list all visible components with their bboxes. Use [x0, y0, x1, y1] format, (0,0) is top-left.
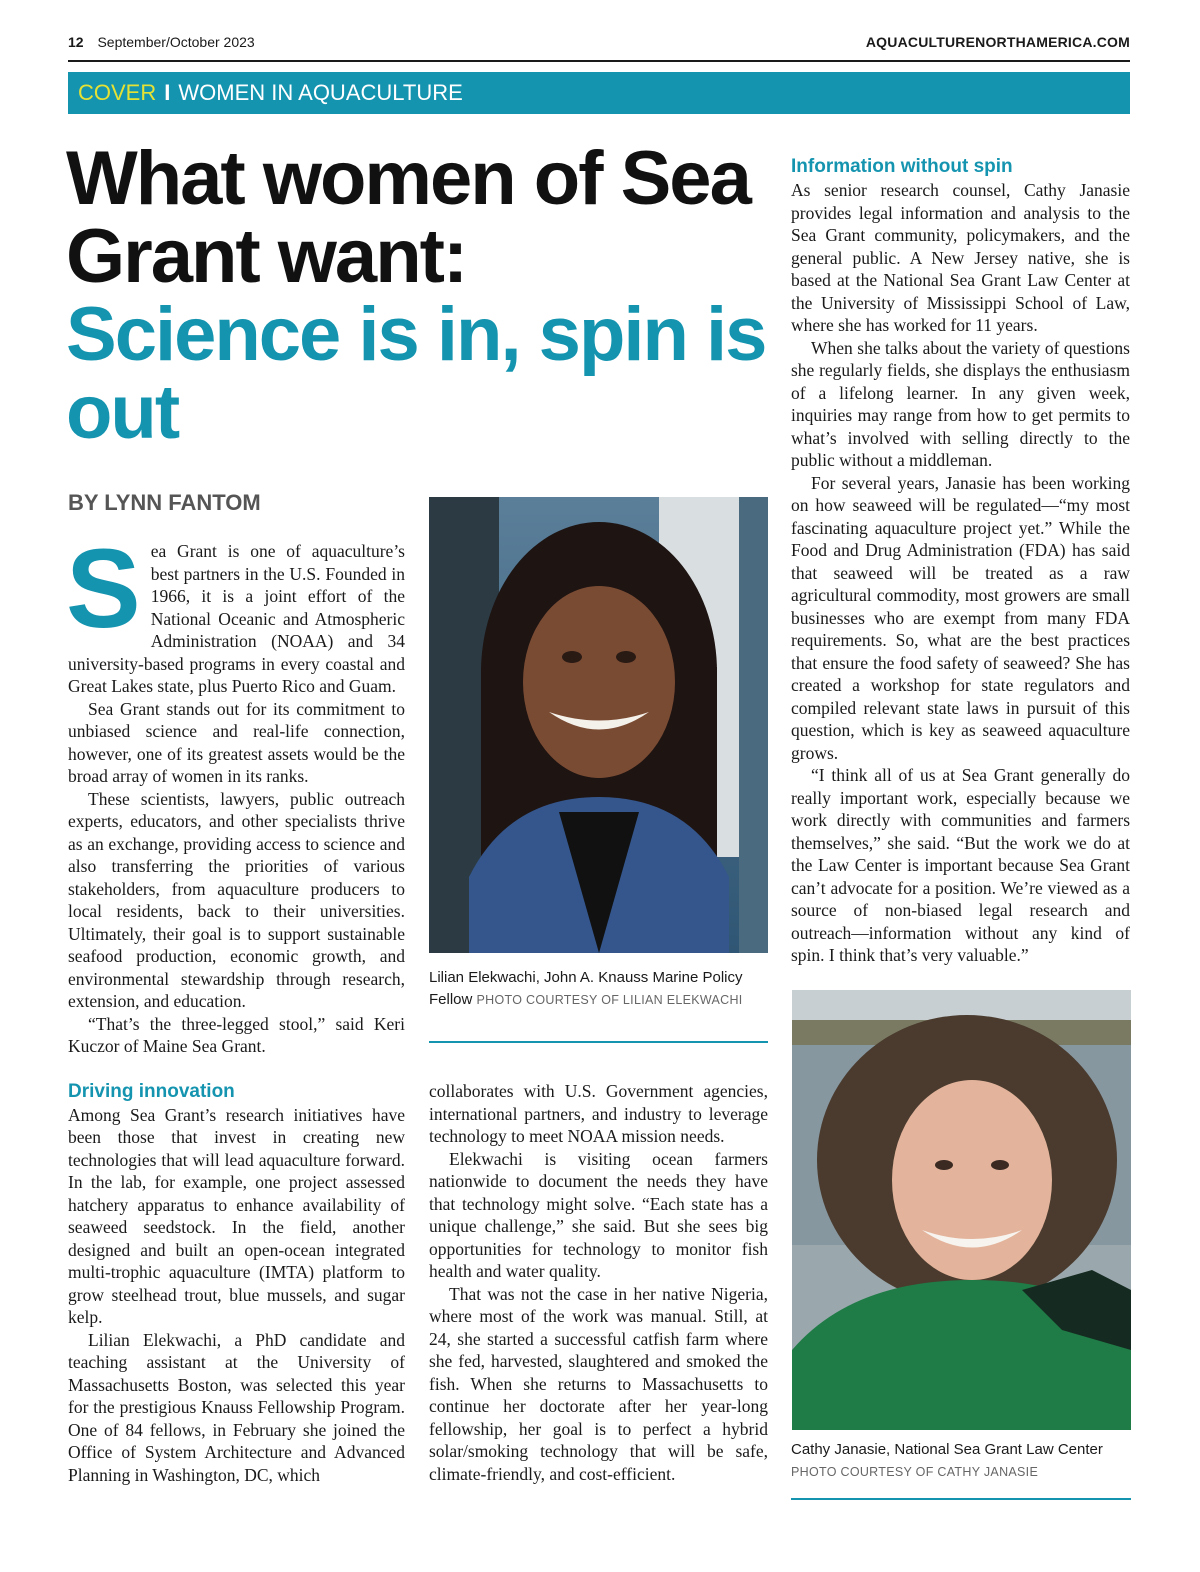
- subheading-driving-innovation: Driving innovation: [68, 1080, 235, 1102]
- article-column-3: [791, 155, 1130, 967]
- paragraph: collaborates with U.S. Government agencies, international partners, and industry to leverage technology to meet NOAA mission needs.: [429, 1081, 768, 1146]
- portrait-image: [429, 497, 768, 953]
- caption-text: Cathy Janasie, National Sea Grant Law Center: [791, 1441, 1103, 1458]
- paragraph: As senior research counsel, Cathy Janasie provides legal information and analysis to the Sea Grant community, policymakers, and the general public. A New Jersey native, she is based at the National Sea Grant Law Center at the University of Mississippi School of Law, where she has worked for 11 years.: [791, 180, 1130, 335]
- photo-lilian-elekwachi: [429, 497, 768, 953]
- portrait-image: [792, 990, 1131, 1430]
- article-column-1: [66, 526, 405, 1486]
- section-bar: [68, 72, 1130, 114]
- section-label: COVER: [78, 80, 157, 105]
- header-rule: [68, 60, 1130, 62]
- paragraph: For several years, Janasie has been working on how seaweed will be regulated—“my most fascinating aquaculture project yet.” While the Food and Drug Administration (FDA) has said that seaweed will be treated as a raw agricultural commodity, most growers are small businesses who are exempt from many FDA requirements. So, what are the best practices that ensure the food safety of seaweed? She has created a workshop for state regulators and compiled relevant state laws in pursuit of this question, which is key as seaweed aquaculture grows.: [791, 472, 1130, 763]
- article-column-2: [429, 1080, 768, 1485]
- paragraph: These scientists, lawyers, public outreach experts, educators, and other specialists thrive as an exchange, providing access to science and also transferring the priorities of various stakeholders, from aquaculture producers to local residents, back to their universities. Ultimately, their goal is to support sustainable seafood production, economic growth, and environmental stewardship through research, extension, and education.: [68, 788, 405, 1011]
- photo-caption-janasie: [791, 1439, 1130, 1483]
- paragraph-text: ea Grant is one of aquaculture’s best partners in the U.S. Founded in 1966, it is a joint effort of the National Oceanic and Atmospheric Administration (NOAA) and 34 university-based programs in every coastal and Great Lakes state, plus Puerto Rico and Guam.: [68, 541, 405, 696]
- section-separator: I: [164, 80, 171, 105]
- photo-caption-elekwachi: [429, 967, 768, 1011]
- subheading-information-without-spin: Information without spin: [791, 156, 1013, 177]
- caption-rule: [791, 1498, 1131, 1500]
- paragraph: “That’s the three-legged stool,” said Keri Kuczor of Maine Sea Grant.: [68, 1013, 405, 1056]
- photo-cathy-janasie: [792, 990, 1131, 1430]
- paragraph: That was not the case in her native Nigeria, where most of the work was manual. Still, at 24, she started a successful catfish farm where she fed, harvested, slaughtered and smoked the fish. When she returns to Massachusetts to continue her doctorate after her year-long fellowship, her goal is to perfect a hybrid solar/smoking technology that will be safe, climate-friendly, and cost-efficient.: [429, 1283, 768, 1484]
- headline-deck: Science is in, spin is out: [66, 292, 766, 455]
- photo-credit: PHOTO COURTESY OF CATHY JANASIE: [791, 1465, 1039, 1479]
- headline-main: What women of Sea Grant want:: [66, 136, 750, 299]
- article-headline: [66, 136, 766, 455]
- paragraph: Among Sea Grant’s research initiatives have been those that invest in creating new technologies that will lead aquaculture forward. In the lab, for example, one project assessed hatchery apparatus to enhance availability of seaweed seedstock. In the field, another designed and built an open-ocean integrated multi-trophic aquaculture (IMTA) platform to grow steelhead trout, blue mussels, and sugar kelp.: [68, 1104, 405, 1327]
- issue-date: September/October 2023: [97, 34, 255, 50]
- paragraph: “I think all of us at Sea Grant generally do really important work, especially because we work directly with communities and farmers themselves,” she said. “But the work we do at the Law Center is important because Sea Grant can’t advocate for a position. We’re viewed as a source of non-biased legal research and outreach—information without any kind of spin. I think that’s very valuable.”: [791, 765, 1130, 965]
- caption-rule: [429, 1041, 768, 1043]
- site-url[interactable]: AQUACULTURENORTHAMERICA.COM: [865, 34, 1130, 50]
- drop-cap: S: [66, 526, 141, 651]
- caption-text: Lilian Elekwachi, John A. Knauss Marine Policy Fellow: [429, 969, 743, 1008]
- paragraph: When she talks about the variety of questions she regularly fields, she displays the enthusiasm of a lifelong learner. In any given week, inquiries may range from how to get permits to what’s involved with selling directly to the public without a middleman.: [791, 337, 1130, 470]
- paragraph: Sea Grant stands out for its commitment to unbiased science and real-life connection, however, one of its greatest assets would be the broad array of women in its ranks.: [68, 698, 405, 786]
- paragraph: Lilian Elekwachi, a PhD candidate and teaching assistant at the University of Massachusetts Boston, was selected this year for the prestigious Knauss Fellowship Program. One of 84 fellows, in February she joined the Office of System Architecture and Advanced Planning in Washington, DC, which: [68, 1329, 405, 1485]
- photo-credit: PHOTO COURTESY OF LILIAN ELEKWACHI: [476, 993, 743, 1007]
- section-topic: WOMEN IN AQUACULTURE: [178, 80, 463, 105]
- paragraph: [66, 526, 405, 698]
- byline: BY LYNN FANTOM: [68, 490, 261, 515]
- page-folio: [68, 34, 1130, 52]
- page-number: 12: [68, 34, 84, 50]
- paragraph: Elekwachi is visiting ocean farmers nationwide to document the needs they have that technology might solve. “Each state has a unique challenge,” she said. But she sees big opportunities for technology to monitor fish health and water quality.: [429, 1148, 768, 1281]
